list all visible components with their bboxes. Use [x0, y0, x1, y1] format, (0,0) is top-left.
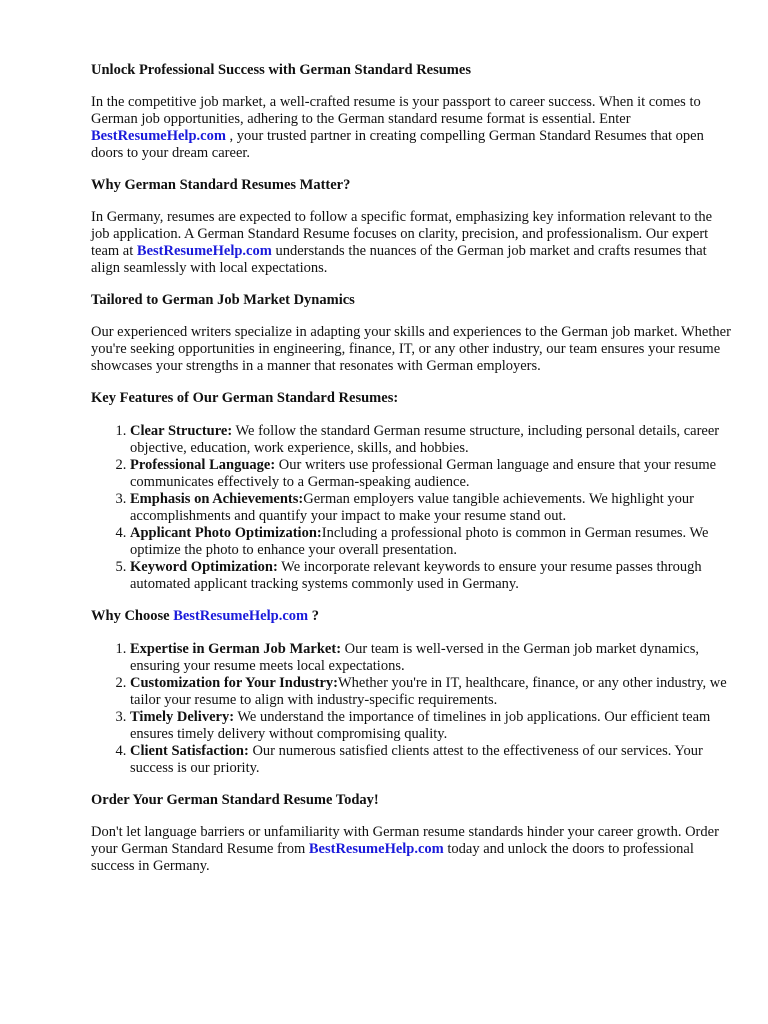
features-list	[91, 423, 731, 593]
list-item	[130, 423, 731, 457]
feature-term: Professional Language:	[130, 457, 276, 473]
choose-text: Our team is well-versed in the German job market dynamics, ensuring your resume meets local expectations.	[130, 641, 699, 674]
list-item	[130, 457, 731, 491]
feature-term: Keyword Optimization:	[130, 559, 278, 575]
tailored-heading: Tailored to German Job Market Dynamics	[91, 292, 355, 308]
document-page	[91, 62, 731, 875]
order-text-after: today and unlock the doors to professional success in Germany.	[91, 841, 694, 874]
bestresumehelp-link[interactable]: BestResumeHelp.com	[91, 128, 226, 144]
list-item	[130, 559, 731, 593]
why-text-before: In Germany, resumes are expected to follow a specific format, emphasizing key information relevant to the job application. A German Standard Resume focuses on clarity, precision, and professionalism. Our expert team at	[91, 209, 713, 259]
list-item	[130, 491, 731, 525]
bestresumehelp-link[interactable]: BestResumeHelp.com	[136, 243, 272, 259]
order-text-before: Don't let language barriers or unfamiliarity with German resume standards hinder your career growth. Order your German Standard Resume from	[91, 824, 719, 857]
choose-term: Timely Delivery:	[130, 709, 235, 725]
choose-text: Our numerous satisfied clients attest to the effectiveness of our services. Your success is our priority.	[130, 743, 703, 776]
bestresumehelp-link[interactable]: BestResumeHelp.com	[308, 841, 444, 857]
choose-term: Expertise in German Job Market:	[130, 641, 342, 657]
list-item	[130, 709, 731, 743]
list-item	[130, 675, 731, 709]
intro-paragraph	[91, 94, 731, 162]
list-item	[130, 743, 731, 777]
feature-term: Clear Structure:	[130, 423, 233, 439]
why-paragraph	[91, 209, 731, 277]
features-heading: Key Features of Our German Standard Resumes:	[91, 390, 399, 406]
feature-text: We incorporate relevant keywords to ensure your resume passes through automated applicant tracking systems commonly used in Germany.	[130, 559, 702, 592]
choose-heading	[91, 608, 731, 625]
choose-heading-before: Why Choose	[91, 608, 174, 624]
choose-term: Customization for Your Industry:	[130, 675, 338, 691]
choose-list	[91, 641, 731, 777]
choose-heading-after: ?	[308, 608, 319, 624]
feature-text: Our writers use professional German language and ensure that your resume communicates effectively to a German-speaking audience.	[130, 457, 717, 490]
tailored-paragraph: Our experienced writers specialize in adapting your skills and experiences to the German job market. Whether you're seeking opportunities in engineering, finance, IT, or any other industry, our team ensures your resume showcases your strengths in a manner that resonates with German employers.	[91, 324, 731, 374]
why-heading: Why German Standard Resumes Matter?	[91, 177, 351, 193]
order-paragraph	[91, 824, 731, 875]
list-item	[130, 641, 731, 675]
feature-text: We follow the standard German resume structure, including personal details, career objective, education, work experience, skills, and hobbies.	[130, 423, 720, 456]
page-title: Unlock Professional Success with German Standard Resumes	[91, 62, 471, 78]
intro-text-before: In the competitive job market, a well-crafted resume is your passport to career success. When it comes to German job opportunities, adhering to the German standard resume format is essential. Enter	[91, 94, 701, 127]
choose-term: Client Satisfaction:	[130, 743, 249, 759]
choose-text: We understand the importance of timelines in job applications. Our efficient team ensures timely delivery without compromising quality.	[130, 709, 711, 742]
intro-text-after: , your trusted partner in creating compelling German Standard Resumes that open doors to your dream career.	[91, 128, 704, 161]
bestresumehelp-link[interactable]: BestResumeHelp.com	[173, 608, 309, 624]
order-heading: Order Your German Standard Resume Today!	[91, 792, 379, 808]
choose-text: Whether you're in IT, healthcare, finance, or any other industry, we tailor your resume to align with industry-specific requirements.	[130, 675, 727, 708]
why-text-after: understands the nuances of the German job market and crafts resumes that align seamlessly with local expectations.	[91, 243, 707, 276]
feature-text: Including a professional photo is common in German resumes. We optimize the photo to enhance your overall presentation.	[130, 525, 709, 558]
list-item	[130, 525, 731, 559]
feature-text: German employers value tangible achievements. We highlight your accomplishments and quantify your impact to make your resume stand out.	[130, 491, 694, 524]
feature-term: Applicant Photo Optimization:	[130, 525, 322, 541]
feature-term: Emphasis on Achievements:	[130, 491, 304, 507]
